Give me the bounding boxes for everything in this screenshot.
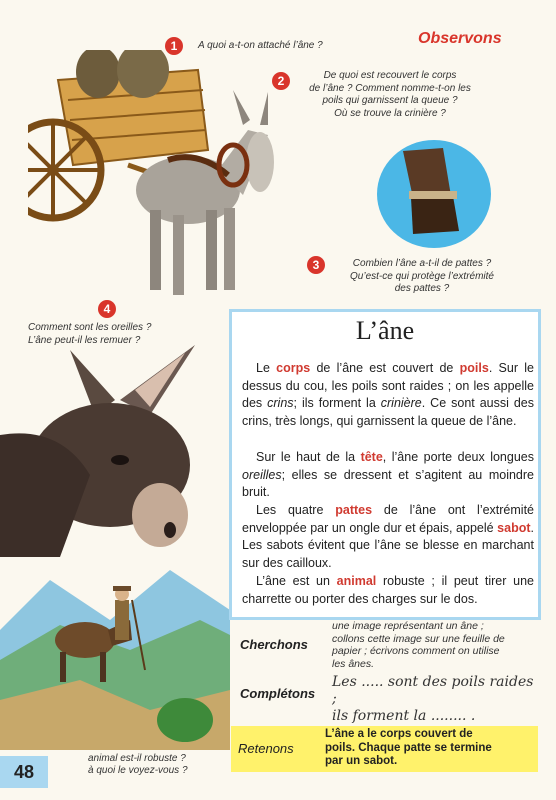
question-4-text: Comment sont les oreilles ? L’âne peut-il les remuer ? bbox=[28, 322, 152, 346]
lesson-paragraph-4: L’âne est un animal robuste ; il peut tirer une charrette ou porter des charges sur le dos. bbox=[242, 574, 534, 606]
donkey-head-illustration bbox=[0, 345, 200, 557]
cherchons-label: Cherchons bbox=[240, 637, 308, 652]
question-3-text: Combien l’âne a-t-il de pattes ? Qu’est-ce qui protège l’extrémité des pattes ? bbox=[350, 258, 494, 294]
lesson-title: L’âne bbox=[355, 316, 415, 345]
page-number: 48 bbox=[0, 756, 48, 788]
cherchons-text: une image représentant un âne ; collons cette image sur une feuille de papier ; écrivons comment on utilise les ânes. bbox=[332, 620, 505, 670]
lesson-paragraph-2: Sur le haut de la tête, l’âne porte deux longues oreilles; elles se dressent et s’agitent au moindre bruit. bbox=[242, 450, 534, 499]
retenons-text: L’âne a le corps couvert de poils. Chaque patte se termine par un sabot. bbox=[325, 728, 492, 767]
question-number-2: 2 bbox=[272, 72, 290, 90]
mountain-scene-illustration bbox=[0, 570, 230, 750]
question-number-1: 1 bbox=[165, 37, 183, 55]
lesson-paragraph-3: Les quatre pattes de l’âne ont l’extrémité enveloppée par un ongle dur et épais, appelé sabot. Les sabots évitent que l’âne se blesse en marchant sur des cailloux. bbox=[242, 503, 535, 570]
question-number-4: 4 bbox=[98, 300, 116, 318]
question-number-3: 3 bbox=[307, 256, 325, 274]
donkey-cart-illustration bbox=[28, 50, 283, 302]
question-1-text: A quoi a-t-on attaché l’âne ? bbox=[198, 40, 323, 51]
retenons-label: Retenons bbox=[238, 741, 294, 756]
completons-label: Complétons bbox=[240, 686, 316, 701]
question-5-text: animal est-il robuste ? à quoi le voyez-vous ? bbox=[88, 752, 188, 776]
hoof-illustration bbox=[373, 136, 495, 252]
completons-text: Les ..... sont des poils raides ; ils forment la ........ . bbox=[332, 674, 534, 724]
question-2-text: De quoi est recouvert le corps de l’âne ? Comment nomme-t-on les poils qui garnissent la queue ? Où se trouve la crinière ? bbox=[309, 70, 471, 119]
section-title: Observons bbox=[418, 30, 502, 47]
lesson-panel bbox=[229, 309, 541, 620]
lesson-paragraph-1: Le corps de l’âne est couvert de poils. Sur le dessus du cou, les poils sont raides ; on les appelle des crins; ils forment la crinière. Ce sont aussi des crins, très longs, qui garnissent la queue de l’âne. bbox=[242, 361, 534, 428]
